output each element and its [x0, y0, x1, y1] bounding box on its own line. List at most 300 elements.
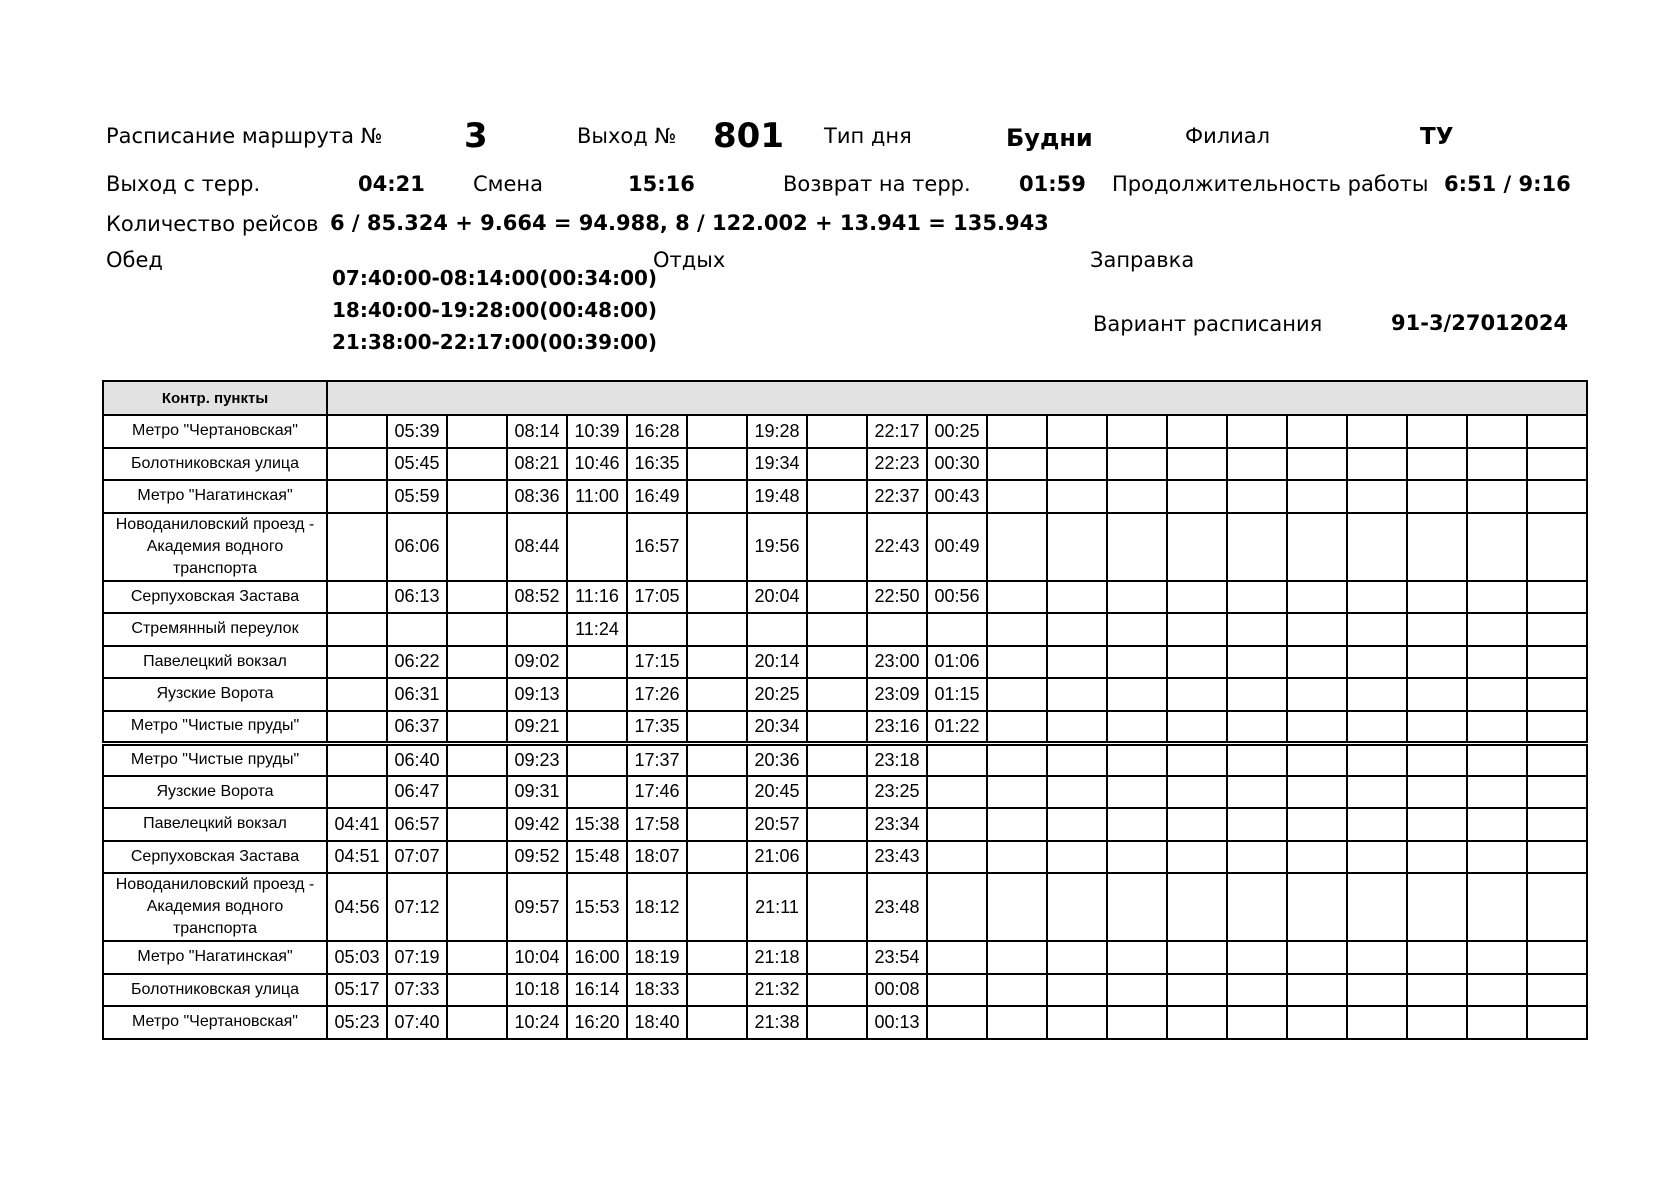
time-cell: 10:24: [507, 1006, 567, 1039]
checkpoint-name: Метро "Нагатинская": [103, 480, 327, 513]
table-row: [103, 513, 1587, 581]
time-cell: 15:38: [567, 808, 627, 841]
time-cell: [1407, 711, 1467, 744]
time-cell: [1047, 581, 1107, 614]
time-cell: [1347, 613, 1407, 646]
time-cell: [807, 646, 867, 679]
time-cell: [1047, 711, 1107, 744]
time-cell: 20:34: [747, 711, 807, 744]
table-row: [103, 743, 1587, 776]
time-cell: [1167, 711, 1227, 744]
time-cell: [987, 613, 1047, 646]
time-cell: [1407, 808, 1467, 841]
time-cell: 19:48: [747, 480, 807, 513]
time-cell: [1107, 448, 1167, 481]
time-cell: [1227, 873, 1287, 941]
time-cell: 00:56: [927, 581, 987, 614]
time-cell: [1167, 448, 1227, 481]
time-cell: [747, 613, 807, 646]
time-cell: [1527, 678, 1587, 711]
time-cell: [567, 743, 627, 776]
time-cell: [1227, 974, 1287, 1007]
time-cell: [327, 743, 387, 776]
time-cell: [1167, 480, 1227, 513]
time-cell: [1407, 646, 1467, 679]
time-cell: [1047, 480, 1107, 513]
time-cell: [1107, 941, 1167, 974]
time-cell: [1467, 974, 1527, 1007]
time-cell: 10:39: [567, 415, 627, 448]
branch-value: ТУ: [1420, 124, 1454, 150]
time-cell: [387, 613, 447, 646]
time-cell: 18:19: [627, 941, 687, 974]
time-cell: [1467, 581, 1527, 614]
time-cell: [447, 480, 507, 513]
time-cell: [1527, 808, 1587, 841]
time-cell: [1467, 678, 1527, 711]
time-cell: [1167, 613, 1227, 646]
time-cell: [327, 448, 387, 481]
time-cell: [1047, 873, 1107, 941]
time-cell: [1107, 513, 1167, 581]
time-cell: [927, 1006, 987, 1039]
time-cell: [447, 808, 507, 841]
time-cell: [1047, 808, 1107, 841]
time-cell: 17:15: [627, 646, 687, 679]
time-cell: 10:04: [507, 941, 567, 974]
time-cell: [1527, 646, 1587, 679]
time-cell: [807, 480, 867, 513]
time-cell: [1287, 678, 1347, 711]
time-cell: [867, 613, 927, 646]
time-cell: [447, 711, 507, 744]
refuel-label: Заправка: [1090, 248, 1195, 272]
time-cell: [1347, 974, 1407, 1007]
lunch-interval: 07:40:00-08:14:00(00:34:00): [332, 266, 658, 290]
time-cell: [447, 646, 507, 679]
variant-label: Вариант расписания: [1093, 312, 1323, 336]
time-cell: [1047, 974, 1107, 1007]
time-cell: [1287, 613, 1347, 646]
time-cell: 23:34: [867, 808, 927, 841]
time-cell: [1407, 974, 1467, 1007]
time-cell: [1407, 513, 1467, 581]
time-cell: [927, 873, 987, 941]
time-cell: [1347, 480, 1407, 513]
time-cell: [1467, 941, 1527, 974]
table-row: [103, 776, 1587, 809]
time-cell: [1287, 711, 1347, 744]
time-cell: 19:56: [747, 513, 807, 581]
time-cell: [807, 415, 867, 448]
table-row: [103, 841, 1587, 874]
time-cell: [1407, 581, 1467, 614]
time-cell: [927, 743, 987, 776]
time-cell: [807, 941, 867, 974]
time-cell: [1107, 711, 1167, 744]
time-cell: [1407, 841, 1467, 874]
return-label: Возврат на терр.: [783, 172, 971, 196]
time-cell: [687, 1006, 747, 1039]
time-cell: 22:50: [867, 581, 927, 614]
time-cell: [1287, 646, 1347, 679]
time-cell: 20:04: [747, 581, 807, 614]
time-cell: [1227, 448, 1287, 481]
time-cell: [687, 841, 747, 874]
time-cell: [987, 678, 1047, 711]
time-cell: [1347, 941, 1407, 974]
table-row: [103, 974, 1587, 1007]
time-cell: 06:06: [387, 513, 447, 581]
time-cell: [327, 581, 387, 614]
exit-label: Выход №: [577, 124, 677, 148]
time-cell: [987, 974, 1047, 1007]
time-cell: 05:45: [387, 448, 447, 481]
time-cell: [1467, 448, 1527, 481]
time-cell: 05:23: [327, 1006, 387, 1039]
day-type-value: Будни: [1006, 124, 1093, 152]
time-cell: [687, 513, 747, 581]
time-cell: 01:06: [927, 646, 987, 679]
time-cell: [1167, 581, 1227, 614]
time-cell: [1107, 873, 1167, 941]
time-cell: [987, 743, 1047, 776]
time-cell: [447, 974, 507, 1007]
time-cell: [1527, 974, 1587, 1007]
time-cell: [1227, 613, 1287, 646]
lunch-interval: 18:40:00-19:28:00(00:48:00): [332, 298, 658, 322]
time-cell: 22:17: [867, 415, 927, 448]
time-cell: [1107, 808, 1167, 841]
checkpoint-name: Павелецкий вокзал: [103, 646, 327, 679]
time-cell: [1107, 581, 1167, 614]
time-cell: 05:59: [387, 480, 447, 513]
time-cell: 21:11: [747, 873, 807, 941]
checkpoint-name: Серпуховская Застава: [103, 841, 327, 874]
duration-value: 6:51 / 9:16: [1444, 172, 1571, 196]
time-cell: [1107, 743, 1167, 776]
time-cell: [507, 613, 567, 646]
time-cell: [567, 513, 627, 581]
time-cell: 06:13: [387, 581, 447, 614]
time-cell: [1287, 480, 1347, 513]
table-row: [103, 646, 1587, 679]
time-cell: [567, 678, 627, 711]
time-cell: [807, 678, 867, 711]
time-cell: [927, 776, 987, 809]
time-cell: 11:24: [567, 613, 627, 646]
time-cell: [1047, 646, 1107, 679]
time-cell: [1287, 1006, 1347, 1039]
time-cell: [327, 776, 387, 809]
time-cell: [627, 613, 687, 646]
time-cell: [1047, 841, 1107, 874]
time-cell: 16:35: [627, 448, 687, 481]
time-cell: [1527, 743, 1587, 776]
time-cell: 06:47: [387, 776, 447, 809]
time-cell: [687, 581, 747, 614]
time-cell: [567, 646, 627, 679]
time-cell: [1527, 841, 1587, 874]
time-cell: 20:25: [747, 678, 807, 711]
time-cell: [1527, 711, 1587, 744]
time-cell: [687, 743, 747, 776]
time-cell: [447, 776, 507, 809]
time-cell: [987, 776, 1047, 809]
time-cell: 23:09: [867, 678, 927, 711]
time-cell: [807, 808, 867, 841]
time-cell: 21:38: [747, 1006, 807, 1039]
time-cell: [1347, 873, 1407, 941]
time-cell: [1467, 415, 1527, 448]
time-cell: [1287, 941, 1347, 974]
time-cell: [1227, 841, 1287, 874]
time-cell: [687, 613, 747, 646]
time-cell: 10:46: [567, 448, 627, 481]
checkpoint-name: Стремянный переулок: [103, 613, 327, 646]
time-cell: 15:48: [567, 841, 627, 874]
time-cell: [1167, 646, 1227, 679]
time-cell: 11:00: [567, 480, 627, 513]
time-cell: 04:41: [327, 808, 387, 841]
time-cell: [687, 941, 747, 974]
time-cell: 04:51: [327, 841, 387, 874]
time-cell: [1047, 941, 1107, 974]
time-cell: [1047, 776, 1107, 809]
time-cell: [1227, 1006, 1287, 1039]
table-row: [103, 415, 1587, 448]
time-cell: 04:56: [327, 873, 387, 941]
time-cell: [1167, 678, 1227, 711]
time-cell: [1107, 646, 1167, 679]
time-cell: [1467, 743, 1527, 776]
checkpoint-name: Новоданиловский проезд - Академия водного транспорта: [103, 873, 327, 941]
time-cell: [1407, 415, 1467, 448]
time-cell: [687, 974, 747, 1007]
time-cell: [1527, 776, 1587, 809]
checkpoint-name: Павелецкий вокзал: [103, 808, 327, 841]
time-cell: 18:12: [627, 873, 687, 941]
trips-value: 6 / 85.324 + 9.664 = 94.988, 8 / 122.002 + 13.941 = 135.943: [330, 211, 1049, 235]
shift-time: 15:16: [628, 172, 695, 196]
time-cell: [1527, 941, 1587, 974]
time-cell: [1527, 1006, 1587, 1039]
time-cell: [1407, 1006, 1467, 1039]
time-cell: 09:31: [507, 776, 567, 809]
checkpoint-name: Метро "Чистые пруды": [103, 711, 327, 744]
time-cell: 10:18: [507, 974, 567, 1007]
time-cell: 17:46: [627, 776, 687, 809]
time-cell: 23:43: [867, 841, 927, 874]
time-cell: [1347, 743, 1407, 776]
time-cell: 23:00: [867, 646, 927, 679]
time-cell: 00:49: [927, 513, 987, 581]
time-cell: [1527, 581, 1587, 614]
time-cell: 20:57: [747, 808, 807, 841]
time-cell: 06:37: [387, 711, 447, 744]
time-cell: [1227, 646, 1287, 679]
checkpoint-name: Метро "Чертановская": [103, 415, 327, 448]
time-cell: 18:40: [627, 1006, 687, 1039]
time-cell: [1347, 415, 1407, 448]
time-cell: [807, 581, 867, 614]
time-cell: 17:58: [627, 808, 687, 841]
time-cell: [927, 808, 987, 841]
time-cell: [1227, 743, 1287, 776]
time-cell: [327, 711, 387, 744]
time-cell: [987, 808, 1047, 841]
time-cell: [1167, 873, 1227, 941]
checkpoint-name: Яузские Ворота: [103, 678, 327, 711]
time-cell: [807, 711, 867, 744]
time-cell: [1227, 776, 1287, 809]
time-cell: [1287, 513, 1347, 581]
time-cell: [1407, 743, 1467, 776]
time-cell: [987, 1006, 1047, 1039]
time-cell: [807, 776, 867, 809]
time-cell: [987, 480, 1047, 513]
time-cell: [987, 941, 1047, 974]
time-cell: [987, 448, 1047, 481]
time-cell: [567, 711, 627, 744]
time-cell: 23:16: [867, 711, 927, 744]
time-cell: 15:53: [567, 873, 627, 941]
time-cell: [687, 448, 747, 481]
time-cell: [327, 678, 387, 711]
time-cell: [1227, 581, 1287, 614]
time-cell: 22:23: [867, 448, 927, 481]
time-cell: [1287, 873, 1347, 941]
variant-value: 91-3/27012024: [1391, 311, 1569, 335]
time-cell: [447, 678, 507, 711]
time-cell: [1227, 941, 1287, 974]
time-cell: [1287, 841, 1347, 874]
table-row: [103, 711, 1587, 744]
time-cell: [1527, 513, 1587, 581]
time-cell: [1347, 678, 1407, 711]
time-cell: [687, 415, 747, 448]
time-cell: 17:26: [627, 678, 687, 711]
time-cell: [1527, 613, 1587, 646]
time-cell: [447, 1006, 507, 1039]
return-time: 01:59: [1019, 172, 1086, 196]
time-cell: [807, 448, 867, 481]
time-cell: [447, 448, 507, 481]
time-cell: [1347, 808, 1407, 841]
time-cell: [1407, 776, 1467, 809]
checkpoint-name: Новоданиловский проезд - Академия водного транспорта: [103, 513, 327, 581]
time-cell: 07:12: [387, 873, 447, 941]
time-cell: [1167, 808, 1227, 841]
time-cell: [1467, 513, 1527, 581]
time-cell: [1467, 808, 1527, 841]
time-cell: [687, 776, 747, 809]
time-cell: [1107, 678, 1167, 711]
time-cell: 09:52: [507, 841, 567, 874]
time-cell: [1107, 613, 1167, 646]
time-cell: [687, 873, 747, 941]
time-cell: [1047, 678, 1107, 711]
route-number: 3: [464, 116, 488, 156]
time-cell: [567, 776, 627, 809]
time-cell: 05:17: [327, 974, 387, 1007]
time-cell: [927, 613, 987, 646]
time-cell: 09:23: [507, 743, 567, 776]
time-cell: [1047, 513, 1107, 581]
time-cell: [1167, 974, 1227, 1007]
time-cell: [1527, 448, 1587, 481]
time-cell: [447, 613, 507, 646]
time-cell: 16:14: [567, 974, 627, 1007]
time-cell: 22:43: [867, 513, 927, 581]
time-cell: 16:57: [627, 513, 687, 581]
time-cell: [1107, 776, 1167, 809]
time-cell: [1227, 513, 1287, 581]
time-cell: 09:42: [507, 808, 567, 841]
time-cell: [1407, 448, 1467, 481]
time-cell: [1287, 743, 1347, 776]
time-cell: [1467, 1006, 1527, 1039]
time-cell: [1467, 480, 1527, 513]
times-header: [327, 381, 1587, 415]
checkpoint-name: Болотниковская улица: [103, 974, 327, 1007]
time-cell: [807, 841, 867, 874]
time-cell: 20:36: [747, 743, 807, 776]
time-cell: [1227, 711, 1287, 744]
time-cell: [1347, 1006, 1407, 1039]
time-cell: [1527, 480, 1587, 513]
time-cell: [1047, 415, 1107, 448]
day-type-label: Тип дня: [824, 124, 912, 148]
time-cell: [1167, 941, 1227, 974]
time-cell: 07:07: [387, 841, 447, 874]
time-cell: 07:33: [387, 974, 447, 1007]
lunch-list: [332, 262, 657, 358]
checkpoints-header: Контр. пункты: [103, 381, 327, 415]
time-cell: [1467, 646, 1527, 679]
table-row: [103, 1006, 1587, 1039]
time-cell: [1407, 480, 1467, 513]
time-cell: [1227, 808, 1287, 841]
time-cell: [1167, 841, 1227, 874]
time-cell: 08:36: [507, 480, 567, 513]
time-cell: [1287, 776, 1347, 809]
time-cell: [1167, 513, 1227, 581]
time-cell: [447, 841, 507, 874]
time-cell: 06:22: [387, 646, 447, 679]
time-cell: 00:30: [927, 448, 987, 481]
route-label: Расписание маршрута №: [106, 124, 383, 148]
time-cell: [1047, 448, 1107, 481]
time-cell: [1167, 776, 1227, 809]
time-cell: [1107, 1006, 1167, 1039]
time-cell: [1107, 480, 1167, 513]
time-cell: 19:28: [747, 415, 807, 448]
time-cell: 17:37: [627, 743, 687, 776]
time-cell: [1047, 1006, 1107, 1039]
time-cell: 01:15: [927, 678, 987, 711]
time-cell: 18:33: [627, 974, 687, 1007]
time-cell: [687, 808, 747, 841]
time-cell: [447, 941, 507, 974]
time-cell: [927, 941, 987, 974]
time-cell: [987, 581, 1047, 614]
time-cell: [1227, 480, 1287, 513]
checkpoint-name: Болотниковская улица: [103, 448, 327, 481]
table-row: [103, 581, 1587, 614]
table-row: [103, 613, 1587, 646]
time-cell: 18:07: [627, 841, 687, 874]
